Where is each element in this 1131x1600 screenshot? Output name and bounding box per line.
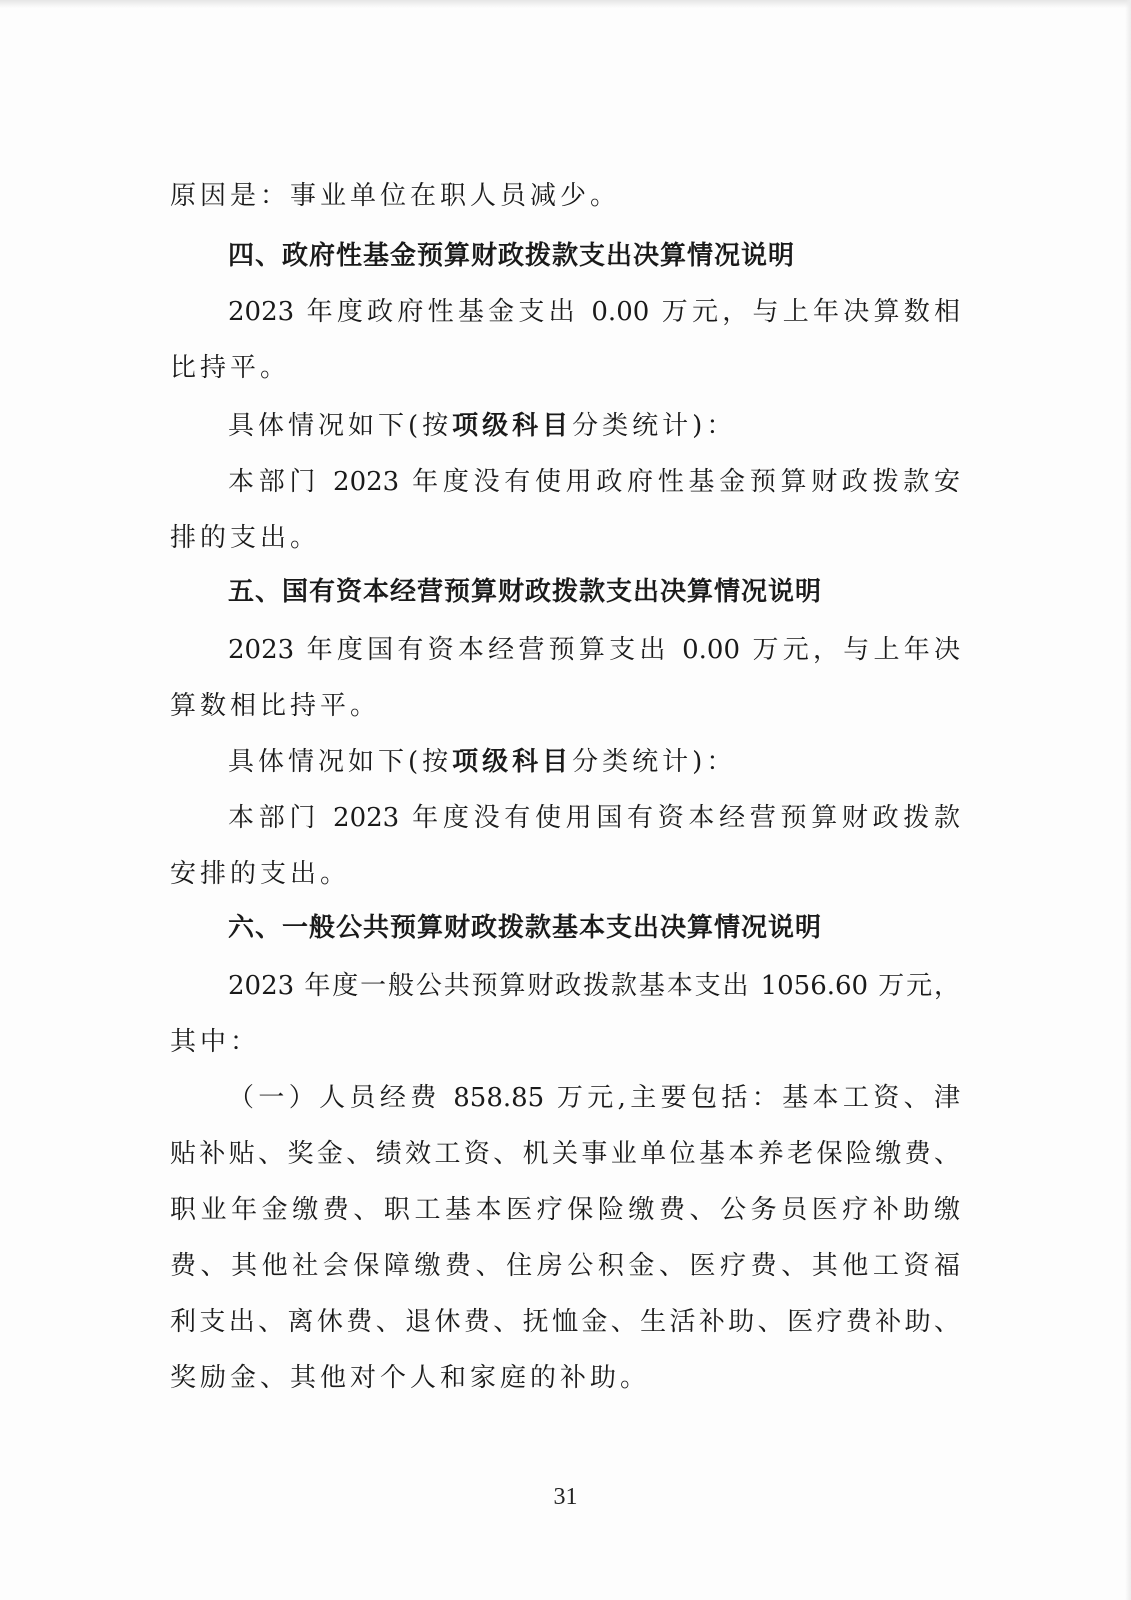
paragraph-line: （一）人员经费 858.85 万元,主要包括：基本工资、津	[228, 1083, 960, 1113]
paragraph-line: 贴补贴、奖金、绩效工资、机关事业单位基本养老保险缴费、	[170, 1139, 960, 1169]
paragraph-line: 奖励金、其他对个人和家庭的补助。	[170, 1363, 651, 1393]
paragraph-line: 算数相比持平。	[170, 691, 381, 721]
paragraph-line: 职业年金缴费、职工基本医疗保险缴费、公务员医疗补助缴	[170, 1195, 960, 1225]
detail-note	[228, 406, 960, 446]
detail-note-suffix: 分类统计)：	[572, 747, 737, 777]
section-heading-4: 四、政府性基金预算财政拨款支出决算情况说明	[228, 241, 796, 271]
detail-note-bold: 项级科目	[452, 411, 573, 441]
paragraph-line: 本部门 2023 年度没有使用国有资本经营预算财政拨款	[228, 803, 960, 833]
detail-note-prefix: 具体情况如下(按	[228, 411, 453, 441]
scan-edge-top	[0, 0, 1131, 8]
section-heading-6: 六、一般公共预算财政拨款基本支出决算情况说明	[228, 913, 823, 943]
detail-note-bold: 项级科目	[452, 747, 573, 777]
paragraph-line: 本部门 2023 年度没有使用政府性基金预算财政拨款安	[228, 467, 960, 497]
page-number: 31	[553, 1484, 578, 1510]
paragraph-line: 2023 年度国有资本经营预算支出 0.00 万元，与上年决	[228, 635, 960, 665]
paragraph-line: 费、其他社会保障缴费、住房公积金、医疗费、其他工资福	[170, 1251, 960, 1281]
paragraph-line: 安排的支出。	[170, 859, 351, 889]
paragraph-line: 比持平。	[170, 353, 291, 383]
detail-note-prefix: 具体情况如下(按	[228, 747, 453, 777]
paragraph-line: 利支出、离休费、退休费、抚恤金、生活补助、医疗费补助、	[170, 1307, 960, 1337]
section-heading-5: 五、国有资本经营预算财政拨款支出决算情况说明	[228, 577, 823, 607]
paragraph-line: 2023 年度一般公共预算财政拨款基本支出 1056.60 万元，	[228, 971, 960, 1001]
paragraph-line: 原因是：事业单位在职人员减少。	[170, 181, 621, 211]
paragraph-line: 排的支出。	[170, 523, 321, 553]
scan-edge-right	[1125, 0, 1131, 1600]
detail-note	[228, 742, 960, 782]
paragraph-line: 2023 年度政府性基金支出 0.00 万元，与上年决算数相	[228, 297, 960, 327]
detail-note-suffix: 分类统计)：	[572, 411, 737, 441]
paragraph-line: 其中：	[170, 1027, 261, 1057]
